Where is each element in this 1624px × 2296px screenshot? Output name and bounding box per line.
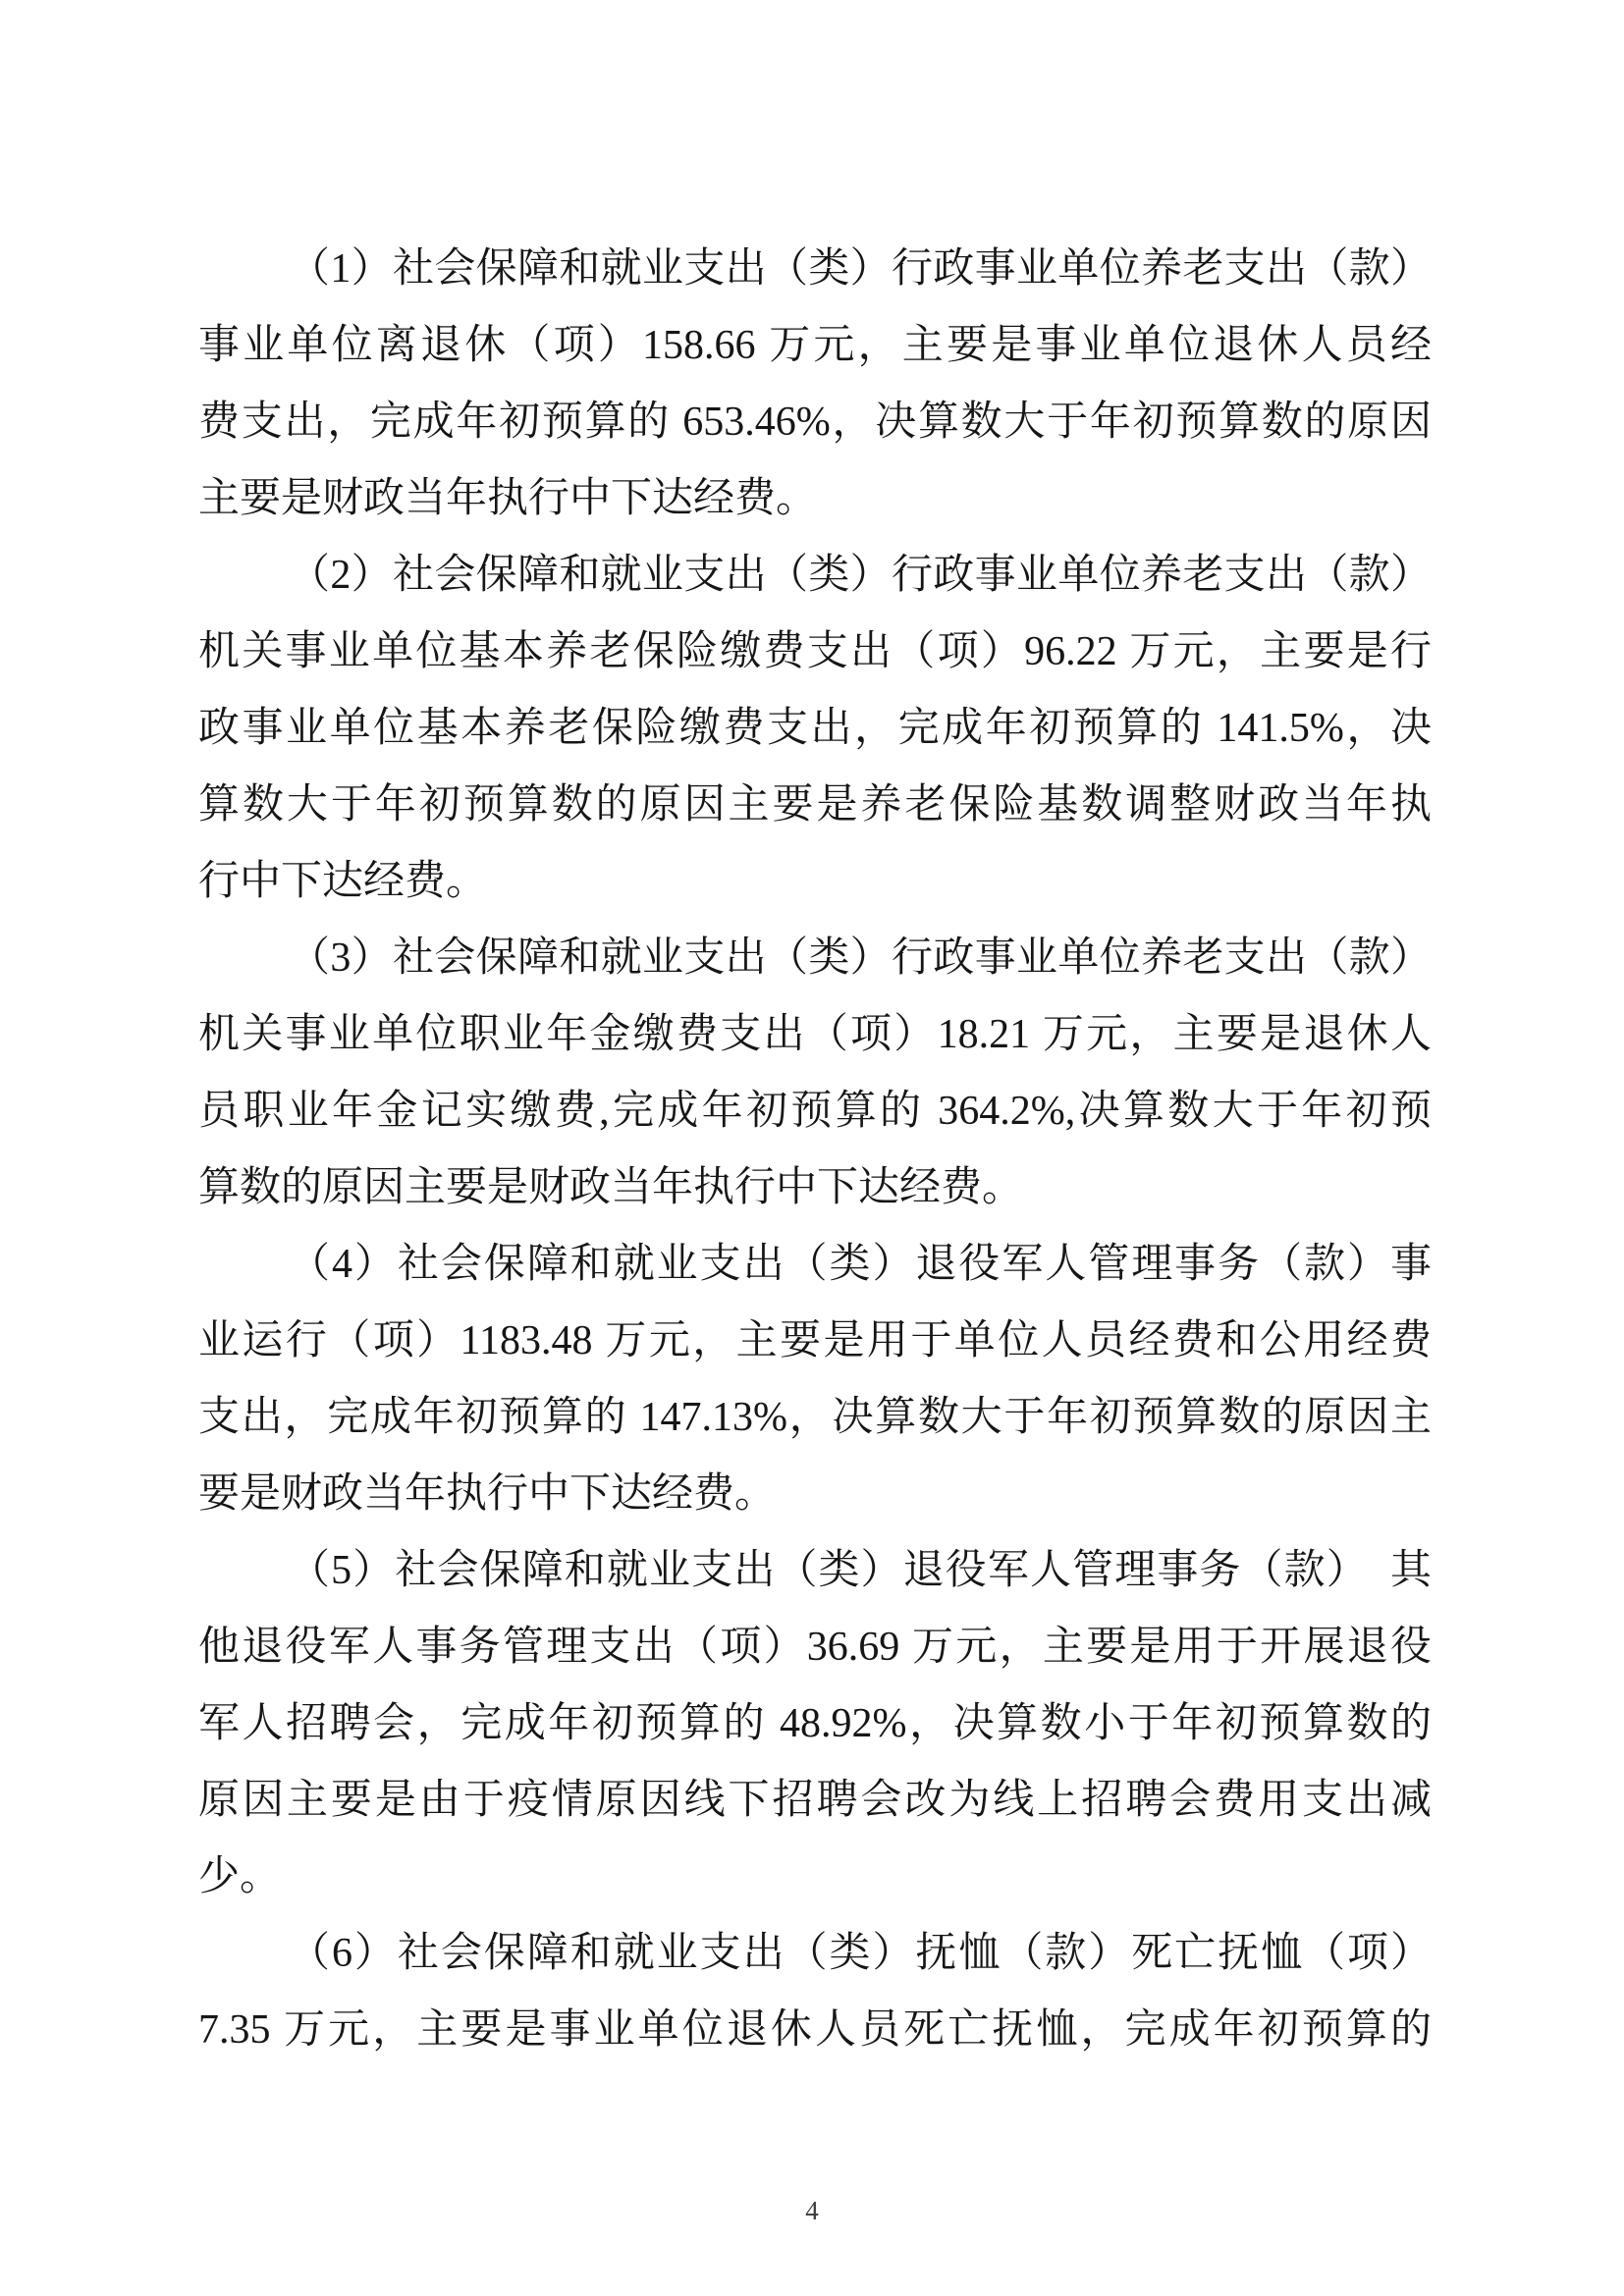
text-line: 政事业单位基本养老保险缴费支出，完成年初预算的 141.5%，决: [198, 706, 1432, 751]
text-line: （6）社会保障和就业支出（类）抚恤（款）死亡抚恤（项）: [289, 1931, 1432, 1976]
text-line: 少。: [198, 1854, 282, 1899]
paragraph: [198, 1532, 1432, 1915]
text-line: 事业单位离退休（项）158.66 万元，主要是事业单位退休人员经: [198, 323, 1432, 368]
paragraph: [198, 1915, 1432, 2068]
text-line: 机关事业单位职业年金缴费支出（项）18.21 万元，主要是退休人: [198, 1012, 1432, 1057]
text-line: 机关事业单位基本养老保险缴费支出（项）96.22 万元，主要是行: [198, 629, 1432, 674]
text-line: 他退役军人事务管理支出（项）36.69 万元，主要是用于开展退役: [198, 1625, 1432, 1670]
text-line: 行中下达经费。: [198, 859, 488, 904]
text-line: 支出，完成年初预算的 147.13%，决算数大于年初预算数的原因主: [198, 1395, 1432, 1440]
text-line: 军人招聘会，完成年初预算的 48.92%，决算数小于年初预算数的: [198, 1701, 1432, 1746]
paragraph: [198, 920, 1432, 1226]
paragraph: [198, 1226, 1432, 1532]
text-line: 原因主要是由于疫情原因线下招聘会改为线上招聘会费用支出减: [198, 1778, 1432, 1823]
text-line: 员职业年金记实缴费,完成年初预算的 364.2%,决算数大于年初预: [198, 1089, 1432, 1134]
text-line: 7.35 万元，主要是事业单位退休人员死亡抚恤，完成年初预算的: [198, 2007, 1432, 2053]
text-line: 要是财政当年执行中下达经费。: [198, 1471, 777, 1517]
page-number: 4: [805, 2196, 819, 2225]
text-line: （1）社会保障和就业支出（类）行政事业单位养老支出（款）: [289, 246, 1432, 292]
text-line: （2）社会保障和就业支出（类）行政事业单位养老支出（款）: [289, 553, 1432, 598]
text-line: （5）社会保障和就业支出（类）退役军人管理事务（款） 其: [289, 1548, 1432, 1593]
paragraph: [198, 231, 1432, 537]
text-line: 算数大于年初预算数的原因主要是养老保险基数调整财政当年执: [198, 782, 1432, 828]
text-line: 主要是财政当年执行中下达经费。: [198, 476, 818, 521]
text-line: 算数的原因主要是财政当年执行中下达经费。: [198, 1165, 1024, 1210]
document-body: [198, 231, 1432, 2068]
text-line: （4）社会保障和就业支出（类）退役军人管理事务（款）事: [289, 1242, 1432, 1287]
text-line: 业运行（项）1183.48 万元，主要是用于单位人员经费和公用经费: [198, 1318, 1432, 1363]
text-line: 费支出，完成年初预算的 653.46%，决算数大于年初预算数的原因: [198, 400, 1432, 445]
text-line: （3）社会保障和就业支出（类）行政事业单位养老支出（款）: [289, 935, 1432, 981]
paragraph: [198, 537, 1432, 920]
